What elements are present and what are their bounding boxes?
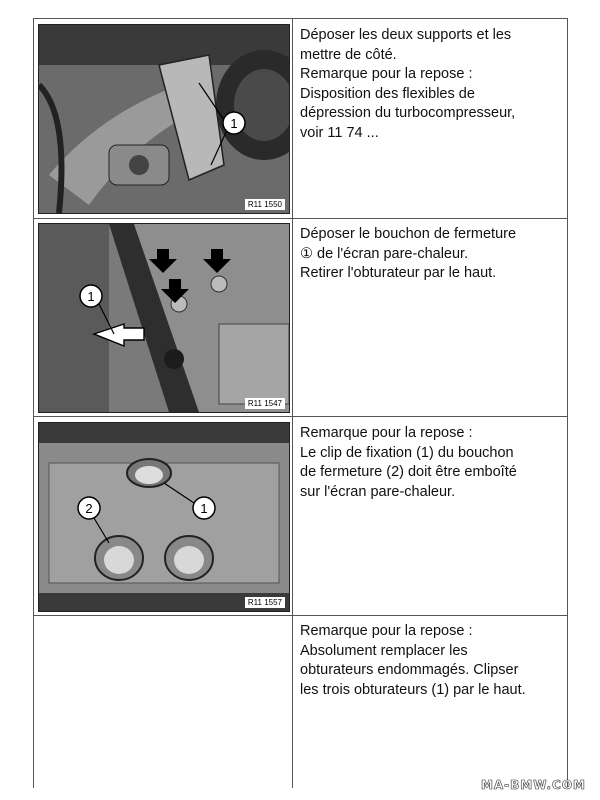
text-line: obturateurs endommagés. Clipser: [300, 662, 519, 678]
text-line: Remarque pour la repose :: [300, 425, 473, 441]
text-line: Absolument remplacer les: [300, 642, 468, 659]
engine-photo-heat-shield: [38, 223, 290, 413]
text-line: voir 11 74 ...: [300, 124, 379, 141]
image-reference: R11 1557: [245, 597, 285, 608]
callout-label: 1: [87, 289, 95, 304]
callout-label: 2: [85, 501, 93, 516]
table-border-left: [33, 18, 34, 788]
text-line: sur l'écran pare-chaleur.: [300, 483, 456, 500]
text-line: Disposition des flexibles de: [300, 85, 475, 102]
row-divider: [33, 615, 568, 616]
watermark-logo: MA-BMW.COM: [480, 778, 586, 792]
callout-label: 1: [200, 501, 208, 516]
text-line: Remarque pour la repose :: [300, 66, 473, 82]
instruction-text: [300, 26, 562, 143]
table-border-right: [567, 18, 568, 788]
text-line: de fermeture (2) doit être emboîté: [300, 464, 517, 480]
image-reference: R11 1550: [245, 199, 285, 210]
heat-shield-plug-photo: [38, 422, 290, 612]
text-line: Déposer les deux supports et les: [300, 27, 512, 43]
text-line: Remarque pour la repose :: [300, 623, 473, 639]
text-line: dépression du turbocompresseur,: [300, 105, 516, 121]
table-border-top: [33, 18, 568, 19]
callout-label: 1: [230, 116, 238, 131]
table-column-divider: [292, 18, 293, 788]
text-line: les trois obturateurs (1) par le haut.: [300, 681, 526, 698]
row-divider: [33, 218, 568, 219]
instruction-text: [300, 622, 562, 700]
text-line: Déposer le bouchon de fermeture: [300, 226, 517, 242]
engine-photo-supports: [38, 24, 290, 214]
text-line: mettre de côté.: [300, 46, 397, 63]
row-divider: [33, 416, 568, 417]
instruction-text: [300, 424, 562, 502]
text-line: Retirer l'obturateur par le haut.: [300, 265, 497, 281]
image-reference: R11 1547: [245, 398, 285, 409]
instruction-text: [300, 225, 562, 284]
text-line: Le clip de fixation (1) du bouchon: [300, 444, 514, 461]
text-line: ① de l'écran pare-chaleur.: [300, 245, 469, 262]
